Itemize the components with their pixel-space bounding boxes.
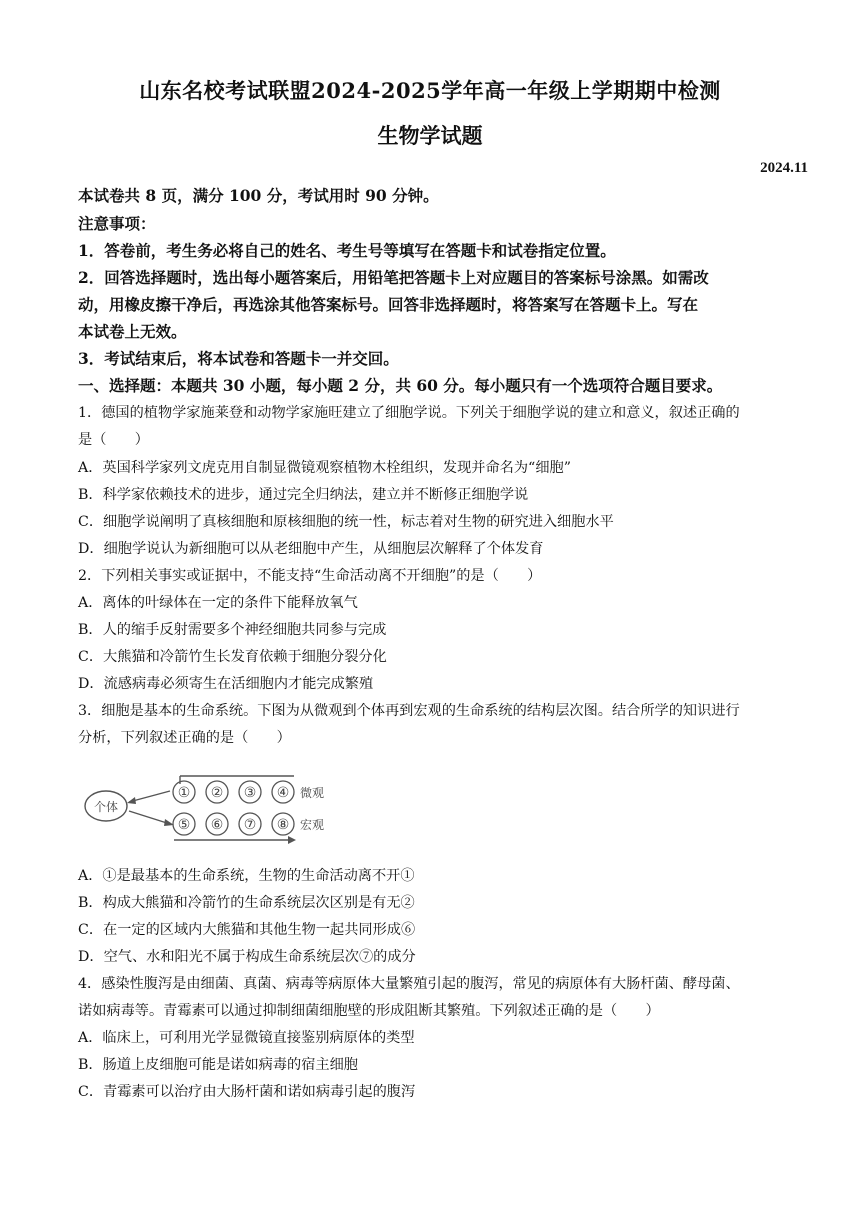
circle-3-label: ③ — [243, 785, 257, 801]
q4-option-c: C．青霉素可以治疗由大肠杆菌和诺如病毒引起的腹泻 — [78, 1084, 416, 1100]
notice-item-2-line-3: 本试卷上无效。 — [78, 322, 187, 341]
circle-2-label: ② — [210, 785, 224, 801]
circle-1-label: ① — [177, 785, 191, 801]
notice-item-2-line-1: 2．回答选择题时，选出每小题答案后，用铅笔把答题卡上对应题目的答案标号涂黑。如需改 — [78, 268, 709, 287]
circle-8-label: ⑧ — [276, 817, 290, 833]
exam-summary: 本试卷共 8 页，满分 100 分，考试用时 90 分钟。 — [78, 186, 439, 205]
q2-option-d: D．流感病毒必须寄生在活细胞内才能完成繁殖 — [78, 676, 374, 692]
micro-arrowhead — [127, 797, 136, 804]
circle-5-label: ⑤ — [177, 817, 191, 833]
q3-option-d: D．空气、水和阳光不属于构成生命系统层次⑦的成分 — [78, 949, 416, 965]
q2-stem: 2．下列相关事实或证据中，不能支持“生命活动离不开细胞”的是（ ） — [78, 568, 542, 584]
notice-title: 注意事项： — [78, 214, 156, 233]
bottom-row-circles — [173, 813, 294, 835]
q3-stem-line-2: 分析，下列叙述正确的是（ ） — [78, 730, 291, 746]
q2-option-b: B．人的缩手反射需要多个神经细胞共同参与完成 — [78, 622, 387, 638]
q3-option-c: C．在一定的区域内大熊猫和其他生物一起共同形成⑥ — [78, 922, 416, 938]
macro-arrowhead-right — [288, 836, 296, 844]
q1-option-a: A．英国科学家列文虎克用自制显微镜观察植物木栓组织，发现并命名为“细胞” — [78, 460, 571, 476]
q1-stem-line-1: 1．德国的植物学家施莱登和动物学家施旺建立了细胞学说。下列关于细胞学说的建立和意义，叙述正确的 — [78, 405, 740, 421]
notice-item-1: 1．答卷前，考生务必将自己的姓名、考生号等填写在答题卡和试卷指定位置。 — [78, 241, 616, 260]
q4-stem-line-1: 4．感染性腹泻是由细菌、真菌、病毒等病原体大量繁殖引起的腹泻，常见的病原体有大肠杆菌、酵母菌、 — [78, 976, 740, 992]
section-heading: 一、选择题：本题共 30 小题，每小题 2 分，共 60 分。每小题只有一个选项符合题目要求。 — [78, 376, 723, 395]
exam-subtitle: 生物学试题 — [377, 123, 483, 148]
top-row-circles — [173, 781, 294, 803]
q4-option-a: A．临床上，可利用光学显微镜直接鉴别病原体的类型 — [78, 1030, 415, 1046]
macro-label: 宏观 — [300, 818, 325, 832]
q2-option-c: C．大熊猫和冷箭竹生长发育依赖于细胞分裂分化 — [78, 649, 387, 665]
circle-6-label: ⑥ — [210, 817, 224, 833]
q3-option-a: A．①是最基本的生命系统，生物的生命活动离不开① — [78, 868, 415, 884]
q1-option-d: D．细胞学说认为新细胞可以从老细胞中产生，从细胞层次解释了个体发育 — [78, 541, 544, 557]
circle-4-label: ④ — [276, 785, 290, 801]
individual-label: 个体 — [93, 800, 119, 814]
notice-item-3: 3．考试结束后，将本试卷和答题卡一并交回。 — [78, 349, 399, 368]
q4-option-b: B．肠道上皮细胞可能是诺如病毒的宿主细胞 — [78, 1057, 358, 1073]
micro-label: 微观 — [300, 786, 325, 800]
q2-option-a: A．离体的叶绿体在一定的条件下能释放氧气 — [78, 595, 358, 611]
q3-option-b: B．构成大熊猫和冷箭竹的生命系统层次区别是有无② — [78, 895, 415, 911]
exam-title: 山东名校考试联盟2024-2025学年高一年级上学期期中检测 — [139, 78, 721, 103]
life-system-diagram — [82, 768, 342, 848]
circle-7-label: ⑦ — [243, 817, 257, 833]
q4-stem-line-2: 诺如病毒等。青霉素可以通过抑制细菌细胞壁的形成阻断其繁殖。下列叙述正确的是（ ） — [78, 1003, 660, 1019]
q3-stem-line-1: 3．细胞是基本的生命系统。下图为从微观到个体再到宏观的生命系统的结构层次图。结合所学的知识进行 — [78, 703, 740, 719]
q1-option-c: C．细胞学说阐明了真核细胞和原核细胞的统一性，标志着对生物的研究进入细胞水平 — [78, 514, 614, 530]
individual-to-macro-arrow — [129, 811, 170, 824]
q1-stem-line-2: 是（ ） — [78, 432, 149, 448]
notice-item-2-line-2: 动，用橡皮擦干净后，再选涂其他答案标号。回答非选择题时，将答案写在答题卡上。写在 — [78, 295, 699, 314]
q1-option-b: B．科学家依赖技术的进步，通过完全归纳法，建立并不断修正细胞学说 — [78, 487, 529, 503]
exam-date: 2024.11 — [760, 160, 808, 176]
